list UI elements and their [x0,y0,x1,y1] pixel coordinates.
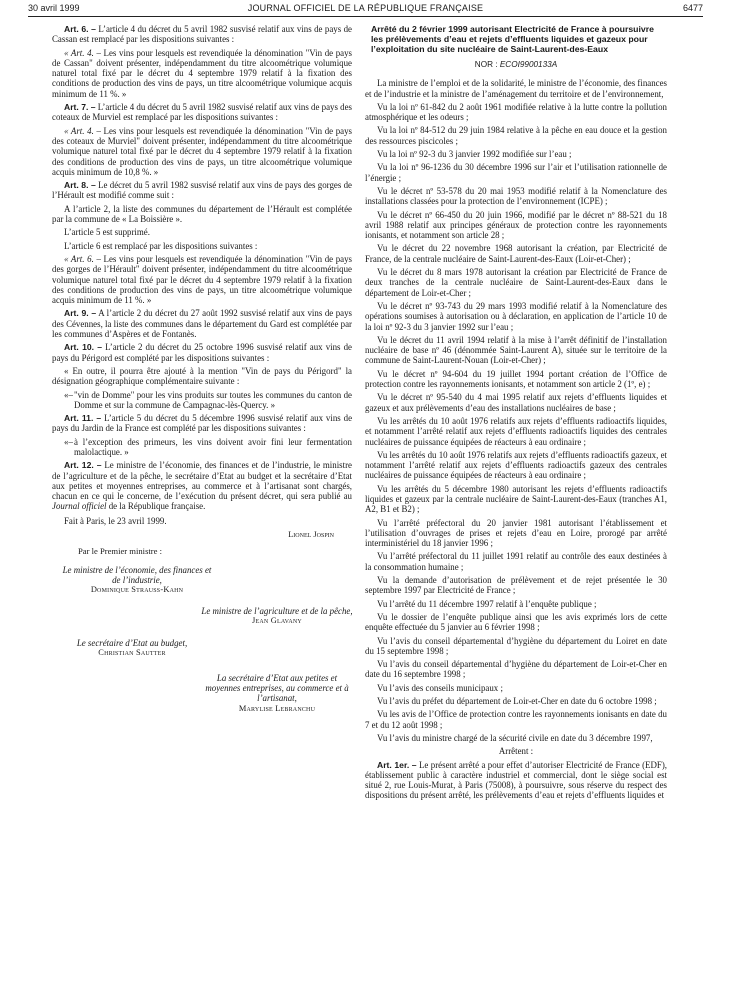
arrete-article-1: Art. 1er. – Le présent arrêté a pour effet d’autoriser Electricité de France (EDF), établissement public à caractère industriel et commercial, dont le siège social est situé 2, rue Louis-Murat, à Paris (75008), à poursuivre, sous réserve du respect des dispositions du présent arrêté, les prélèvements d’eau et rejets d’effluents liquides et [365,759,667,801]
dash-glyph: «– [64,389,73,400]
visa-list [365,102,667,743]
signature-sme-secretary: La secrétaire d’Etat aux petites et moyennes entreprises, au commerce et à l’artisanat, Marylise Lebranchu [205,672,349,713]
header-date: 30 avril 1999 [28,3,80,13]
article-8-quote: « Art. 6. – Les vins pour lesquels est revendiquée la dénomination "Vin de pays des gorges de l’Hérault" doivent présenter, indépendamment du titre alcoométrique volumique naturel total fixé par le décret du 4 septembre 1979 relatif à la fixation des conditions de production des vins de pays, un titre alcoométrique volumique acquis minimum de 11 %. » [52,253,352,306]
signature-agriculture-minister: Le ministre de l’agriculture et de la pêche, Jean Glavany [201,605,353,625]
visa-item: Vu l’arrêté préfectoral du 11 juillet 1991 relatif au contrôle des eaux destinées à la consommation humaine ; [365,551,667,572]
visa-item: Vu le décret du 22 novembre 1968 autorisant la création, par Electricité de France, de la centrale nucléaire de Saint-Laurent-des-Eaux (Loir-et-Cher) ; [365,243,667,264]
visa-item: Vu le décret nº 94-604 du 19 juillet 1994 portant création de l’Office de protection contre les rayonnements ionisants, et notamment son article 2 (1º, e) ; [365,368,667,390]
right-column [365,24,667,804]
article-8-para-3: L’article 6 est remplacé par les dispositions suivantes : [64,240,258,251]
visa-item: Vu le décret nº 95-540 du 4 mai 1995 relatif aux rejets d’effluents liquides et gazeux et aux prélèvements d’eau des installations nucléaires de base ; [365,392,667,413]
article-10-bullet: «–"vin de Domme" pour les vins produits sur toutes les communes du canton de Domme et sur la commune de Campagnac-lès-Quercy. » [64,389,352,410]
visa-item: Vu les arrêtés du 10 août 1976 relatifs aux rejets d’effluents radioactifs gazeux, et notamment l’arrêté relatif aux rejets d’effluents radioactifs gazeux des centrales nucléaires de puissance équipées de réacteurs à eau ordinaire ; [365,449,667,481]
visa-item: Vu les arrêtés du 10 août 1976 relatifs aux rejets d’effluents radioactifs liquides, et notamment l’arrêté relatif aux rejets d’effluents radioactifs liquides des centrales nucléaires de puissance équipées de réacteurs à eau ordinaire ; [365,415,667,447]
visa-item: Vu l’avis du préfet du département de Loir-et-Cher en date du 6 octobre 1998 ; [377,696,657,707]
article-11-bullet: «–à l’exception des primeurs, les vins doivent avoir fini leur fermentation malolactique. » [64,436,352,457]
signature-economy-minister: Le ministre de l’économie, des finances et de l’industrie, Dominique Strauss-Kahn [62,564,212,595]
visa-item: Vu la loi nº 92-3 du 3 janvier 1992 modifiée sur l’eau ; [377,149,572,160]
article-12: Art. 12. – Le ministre de l’économie, des finances et de l’industrie, le ministre de l’agriculture et de la pêche, le secrétaire d’Etat au budget et la secrétaire d’Etat aux petites et moyennes entreprises, au commerce et à l’artisanat sont chargés, chacun en ce qui le concerne, de l’exécution du présent décret, qui sera publié au Journal officiel de la République française. [52,460,352,512]
article-8-para-1: A l’article 2, la liste des communes du département de l’Hérault est complétée par la commune de « La Boissière ». [52,203,352,225]
article-8-para-2: L’article 5 est supprimé. [64,227,150,238]
visa-item: Vu l’avis du ministre chargé de la sécurité civile en date du 3 décembre 1997, [377,732,653,743]
article-11: Art. 11. – L’article 5 du décret du 5 décembre 1996 susvisé relatif aux vins de pays du Jardin de la France est complété par les dispositions suivantes : [52,413,353,434]
article-8: Art. 8. – Le décret du 5 avril 1982 susvisé relatif aux vins de pays des gorges de l’Hérault est modifié comme suit : [52,180,352,201]
article-10-para-1: « En outre, il pourra être ajouté à la mention "Vin de pays du Périgord" la désignation géographique complémentaire suivante : [52,365,352,387]
visa-item: Vu le décret nº 93-743 du 29 mars 1993 modifié relatif à la Nomenclature des opérations soumises à autorisation ou à déclaration, en application de l’article 10 de la loi nº 92-3 du 3 janvier 1992 sur l’eau ; [365,300,667,332]
nor-reference: NOR : ECOI9900133A [474,60,558,69]
visa-item: Vu le décret nº 53-578 du 20 mai 1953 modifié relatif à la Nomenclature des installations classées pour la protection de l’environnement (ICPE) ; [365,185,667,207]
visa-item: Vu l’avis des conseils municipaux ; [377,682,503,693]
visa-item: Vu les avis de l’Office de protection contre les rayonnements ionisants en date du 7 et du 12 août 1998 ; [365,709,667,730]
visa-item: Vu l’avis du conseil départemental d’hygiène du département du Loiret en date du 15 septembre 1998 ; [365,635,667,656]
header-rule [28,16,703,17]
visa-item: Vu l’arrêté du 11 décembre 1997 relatif à l’enquête publique ; [377,598,597,609]
page-header [28,3,703,17]
article-10: Art. 10. – L’article 2 du décret du 25 octobre 1996 susvisé relatif aux vins de pays du Périgord est complété par les dispositions suivantes : [52,342,352,363]
visa-item: Vu le décret du 11 avril 1994 relatif à la mise à l’arrêt définitif de l’installation nucléaire de base nº 46 (dénommée Saint-Laurent A), située sur le territoire de la commune de Saint-Laurent-Nouan (Loir-et-Cher) ; [365,334,667,366]
visa-item: Vu la demande d’autorisation de prélèvement et de rejet présentée le 30 septembre 1997 par Electricité de France ; [365,575,667,596]
visa-item: Vu la loi nº 84-512 du 29 juin 1984 relative à la pêche en eau douce et la gestion des ressources piscicoles ; [365,125,667,146]
visa-item: Vu le décret nº 66-450 du 20 juin 1966, modifié par le décret nº 88-521 du 18 avril 1988 relatif aux principes généraux de protection contre les rayonnements ionisants, et notamment son article 28 ; [365,209,667,241]
article-7: Art. 7. – L’article 4 du décret du 5 avril 1982 susvisé relatif aux vins de pays des coteaux de Murviel est remplacé par les dispositions suivantes : [52,102,352,123]
signature-budget-secretary: Le secrétaire d’Etat au budget, Christian Sautter [76,638,188,658]
signature-date: Fait à Paris, le 23 avril 1999. [64,515,167,526]
visa-item: Vu les arrêtés du 5 décembre 1980 autorisant les rejets d’effluents radioactifs liquides et gazeux par la centrale nucléaire de Saint-Laurent-des-Eaux (tranches A1, A2, B1 et B2) ; [365,483,667,515]
visa-item: Vu l’avis du conseil départemental d’hygiène du département de Loir-et-Cher en date du 16 septembre 1998 ; [365,659,667,680]
visa-item: Vu la loi nº 96-1236 du 30 décembre 1996 sur l’air et l’utilisation rationnelle de l’énergie ; [365,162,667,183]
visa-item: Vu la loi nº 61-842 du 2 août 1961 modifiée relative à la lutte contre la pollution atmosphérique et les odeurs ; [365,101,667,123]
arrete-title: Arrêté du 2 février 1999 autorisant Electricité de France à poursuivre les prélèvements d’eau et rejets d’effluents liquides et gazeux pour l’exploitation du site nucléaire de Saint-Laurent-des-Eaux [371,24,654,54]
visa-item: Vu le dossier de l’enquête publique ainsi que les avis exprimés lors de cette enquête effectuée du 5 janvier au 6 février 1998 ; [365,611,667,633]
visa-item: Vu l’arrêté préfectoral du 20 janvier 1981 autorisant l’établissement et l’utilisation d’ouvrages de prises et rejets d’eau en Loire, prorogé par arrêté interministériel du 18 janvier 1996 ; [365,517,667,549]
left-column [52,24,352,714]
article-9: Art. 9. – A l’article 2 du décret du 27 août 1992 susvisé relatif aux vins de pays des Cévennes, la liste des communes dans le département du Gard est complétée par les communes d’Aspères et de Fontanès. [52,308,352,340]
dash-glyph: «– [64,436,73,447]
signature-prime-minister: Lionel Jospin [288,530,334,540]
article-6: Art. 6. – L’article 4 du décret du 5 avril 1982 susvisé relatif aux vins de pays de Cassan est remplacé par les dispositions suivantes : [52,24,352,45]
article-6-quote: « Art. 4. – Les vins pour lesquels est revendiquée la dénomination "Vin de pays de Cassan" doivent présenter, indépendamment du titre alcoométrique volumique naturel total fixé par le décret du 4 septembre 1979 relatif à la fixation des conditions de production des vins de pays, un titre alcoométrique volumique acquis minimum de 11 %. » [52,47,352,99]
visa-item: Vu le décret du 8 mars 1978 autorisant la création par Electricité de France de deux tranches de la centrale nucléaire de Saint-Laurent-des-Eaux dans le département de Loir-et-Cher ; [365,267,667,298]
article-7-quote: « Art. 4. – Les vins pour lesquels est revendiquée la dénomination "Vin de pays des coteaux de Murviel" doivent présenter, indépendamment du titre alcoométrique volumique naturel total fixé par le décret du 4 septembre 1979 relatif à la fixation des conditions de production des vins de pays, un titre alcoométrique volumique acquis minimum de 10,8 %. » [52,125,352,177]
arretent-label: Arrêtent : [498,746,534,757]
header-page-number: 6477 [682,3,703,13]
par-le-premier-ministre: Par le Premier ministre : [78,546,163,557]
header-journal-title: JOURNAL OFFICIEL DE LA RÉPUBLIQUE FRANÇAISE [247,3,484,13]
arrete-intro: La ministre de l’emploi et de la solidarité, le ministre de l’économie, des finances et de l’industrie et la ministre de l’aménagement du territoire et de l’environnement, [365,78,667,99]
